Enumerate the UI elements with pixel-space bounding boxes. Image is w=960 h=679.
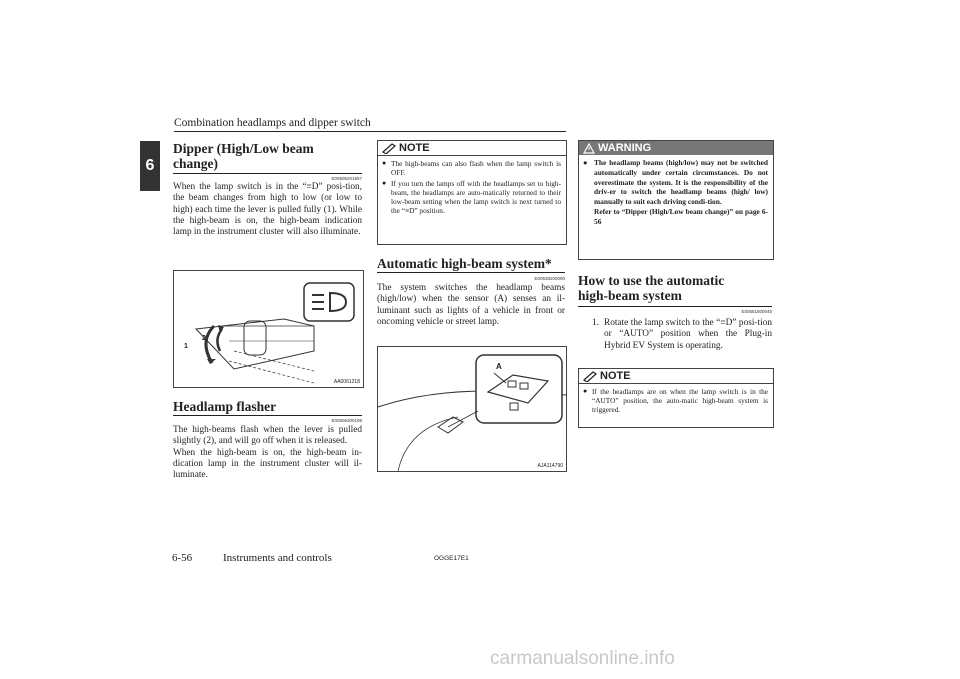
dipper-section — [173, 141, 362, 171]
note-bullet — [583, 387, 768, 414]
figure-label-2: 2 — [202, 335, 206, 342]
section-code: E00506201557 — [331, 176, 362, 181]
note-pencil-icon — [583, 371, 597, 382]
howto-title: How to use the automatic high-beam system — [578, 273, 725, 303]
bullet-icon: ● — [382, 179, 387, 187]
step-item — [592, 318, 772, 352]
section-code: E00538200090 — [534, 276, 565, 281]
ahb-text: The system switches the headlamp beams (high/low) when the sensor (A) senses an il-luminant such as lights of a vehicle in front or oncoming vehicle or street lamp. — [377, 283, 565, 327]
dipper-title: Dipper (High/Low beam change) — [173, 141, 314, 171]
bullet-text: If the headlamps are on when the lamp switch is in the “AUTO” position, the auto-matic high-beam system is triggered. — [592, 387, 768, 414]
step-number: 1. — [592, 318, 599, 328]
ahb-title: Automatic high-beam system* — [377, 256, 552, 271]
warning-label: WARNING — [598, 142, 652, 154]
windshield-illustration — [378, 347, 566, 471]
step-text: Rotate the lamp switch to the “≡D” posi-tion or “AUTO” position when the Plug-in Hybrid EV System is operating. — [604, 318, 772, 351]
warning-body — [583, 158, 768, 227]
warning-box — [578, 140, 774, 260]
figure-code: AA0061218 — [333, 379, 360, 385]
page-number: 6-56 — [172, 552, 193, 564]
running-header: Combination headlamps and dipper switch — [174, 117, 371, 129]
watermark: carmanualsonline.info — [490, 648, 675, 669]
lever-figure — [173, 270, 364, 388]
note-pencil-icon — [382, 143, 396, 154]
footer-code: OGGE17E1 — [434, 555, 469, 562]
note-header — [378, 141, 566, 156]
note-bullet — [382, 159, 561, 177]
figure-code: AJA114790 — [537, 463, 563, 469]
bullet-icon: ● — [583, 387, 588, 395]
figure-label-1: 1 — [184, 343, 188, 350]
section-code: E00551500045 — [741, 309, 772, 314]
bullet-icon: ● — [583, 158, 588, 167]
warning-triangle-icon — [583, 143, 595, 154]
bullet-text: The high-beams can also flash when the lamp switch is OFF. — [391, 159, 561, 177]
footer-section: Instruments and controls — [223, 552, 332, 564]
figure-label-a: A — [496, 362, 502, 371]
flasher-text-2: When the high-beam is on, the high-beam in-dication lamp in the instrument cluster will il-luminate. — [173, 447, 362, 481]
warning-ref: Refer to “Dipper (High/Low beam change)” on page 6-56 — [594, 206, 768, 226]
note-box — [578, 368, 774, 428]
header-rule — [174, 131, 566, 132]
note-box — [377, 140, 567, 245]
flasher-title: Headlamp flasher — [173, 399, 277, 414]
windshield-figure — [377, 346, 567, 472]
section-rule — [173, 415, 362, 416]
lever-illustration — [174, 271, 363, 387]
bullet-text: If you turn the lamps off with the headlamps set to high-beam, the headlamps are auto-matically returned to their low-beam setting when the lamp switch is next turned to the “≡D” position. — [391, 179, 561, 215]
warning-text: The headlamp beams (high/low) may not be switched automatically under certain circumstances. Do not overestimate the system. It is the responsibility of the driv-er to switch the headlamp beams (high/ low) manually to suit each driving condi-tion. — [594, 158, 768, 207]
section-rule — [173, 173, 362, 174]
chapter-tab: 6 — [140, 141, 160, 191]
note-header — [579, 369, 773, 384]
dipper-text: When the lamp switch is in the “≡D” posi-tion, the beam changes from high to low (or low to high) each time the lever is pulled fully (1). While the high-beam is on, the high-beam indication lamp in the instrument cluster will also illuminate. — [173, 182, 362, 238]
section-code: E00506300199 — [331, 418, 362, 423]
note-label: NOTE — [399, 142, 430, 154]
warning-header — [579, 141, 773, 155]
section-rule — [578, 306, 772, 307]
note-label: NOTE — [600, 370, 631, 382]
flasher-text-1: The high-beams flash when the lever is pulled slightly (2), and will go off when it is released. — [173, 425, 362, 447]
note-bullet — [382, 179, 561, 215]
section-rule — [377, 272, 565, 273]
bullet-icon: ● — [382, 159, 387, 167]
